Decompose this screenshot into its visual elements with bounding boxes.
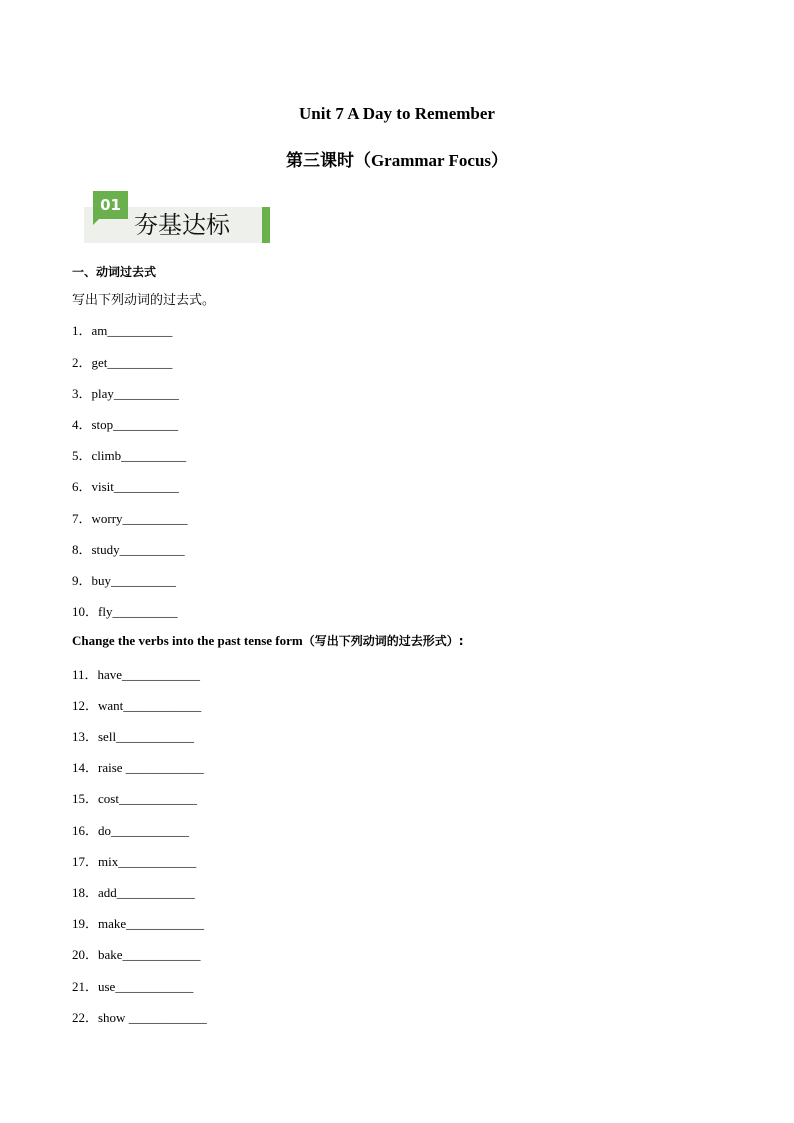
badge-accent-bar	[262, 207, 270, 243]
page-subtitle: 第三课时（Grammar Focus）	[285, 151, 509, 170]
exercise-item-12: 12．want____________	[72, 698, 202, 713]
exercise-item-4: 4．stop__________	[72, 417, 179, 432]
exercise-item-13: 13．sell____________	[72, 729, 195, 744]
section-heading: 一、动词过去式	[72, 265, 157, 279]
exercise-item-3: 3．play__________	[72, 386, 179, 401]
badge-label: 夯基达标	[134, 211, 230, 239]
exercise-item-16: 16．do____________	[72, 823, 190, 838]
exercise-item-17: 17．mix____________	[72, 854, 197, 869]
exercise-item-22: 22．show ____________	[72, 1010, 207, 1025]
exercise-item-1: 1．am__________	[72, 323, 173, 338]
exercise-item-18: 18．add____________	[72, 885, 195, 900]
exercise-item-5: 5．climb__________	[72, 448, 187, 463]
exercise-item-9: 9．buy__________	[72, 573, 177, 588]
badge-number: 01	[93, 191, 128, 219]
section-badge	[84, 191, 270, 243]
exercise-item-20: 20．bake____________	[72, 947, 201, 962]
exercise-item-10: 10．fly__________	[72, 604, 178, 619]
exercise-item-19: 19．make____________	[72, 916, 205, 931]
exercise-item-21: 21．use____________	[72, 979, 194, 994]
exercise-item-14: 14．raise ____________	[72, 760, 204, 775]
exercise-item-2: 2．get__________	[72, 355, 173, 370]
badge-tail-shape	[93, 219, 99, 225]
section-2-instruction	[72, 632, 464, 649]
exercise-item-11: 11．have____________	[72, 667, 201, 682]
exercise-item-7: 7．worry__________	[72, 511, 188, 526]
section-instruction: 写出下列动词的过去式。	[72, 293, 216, 308]
instruction-english: Change the verbs into the past tense form	[72, 633, 303, 648]
exercise-item-8: 8．study__________	[72, 542, 185, 557]
page-title: Unit 7 A Day to Remember	[299, 104, 495, 123]
exercise-item-6: 6．visit__________	[72, 479, 179, 494]
instruction-chinese: （写出下列动词的过去形式）:	[302, 634, 464, 648]
exercise-item-15: 15．cost____________	[72, 791, 197, 806]
